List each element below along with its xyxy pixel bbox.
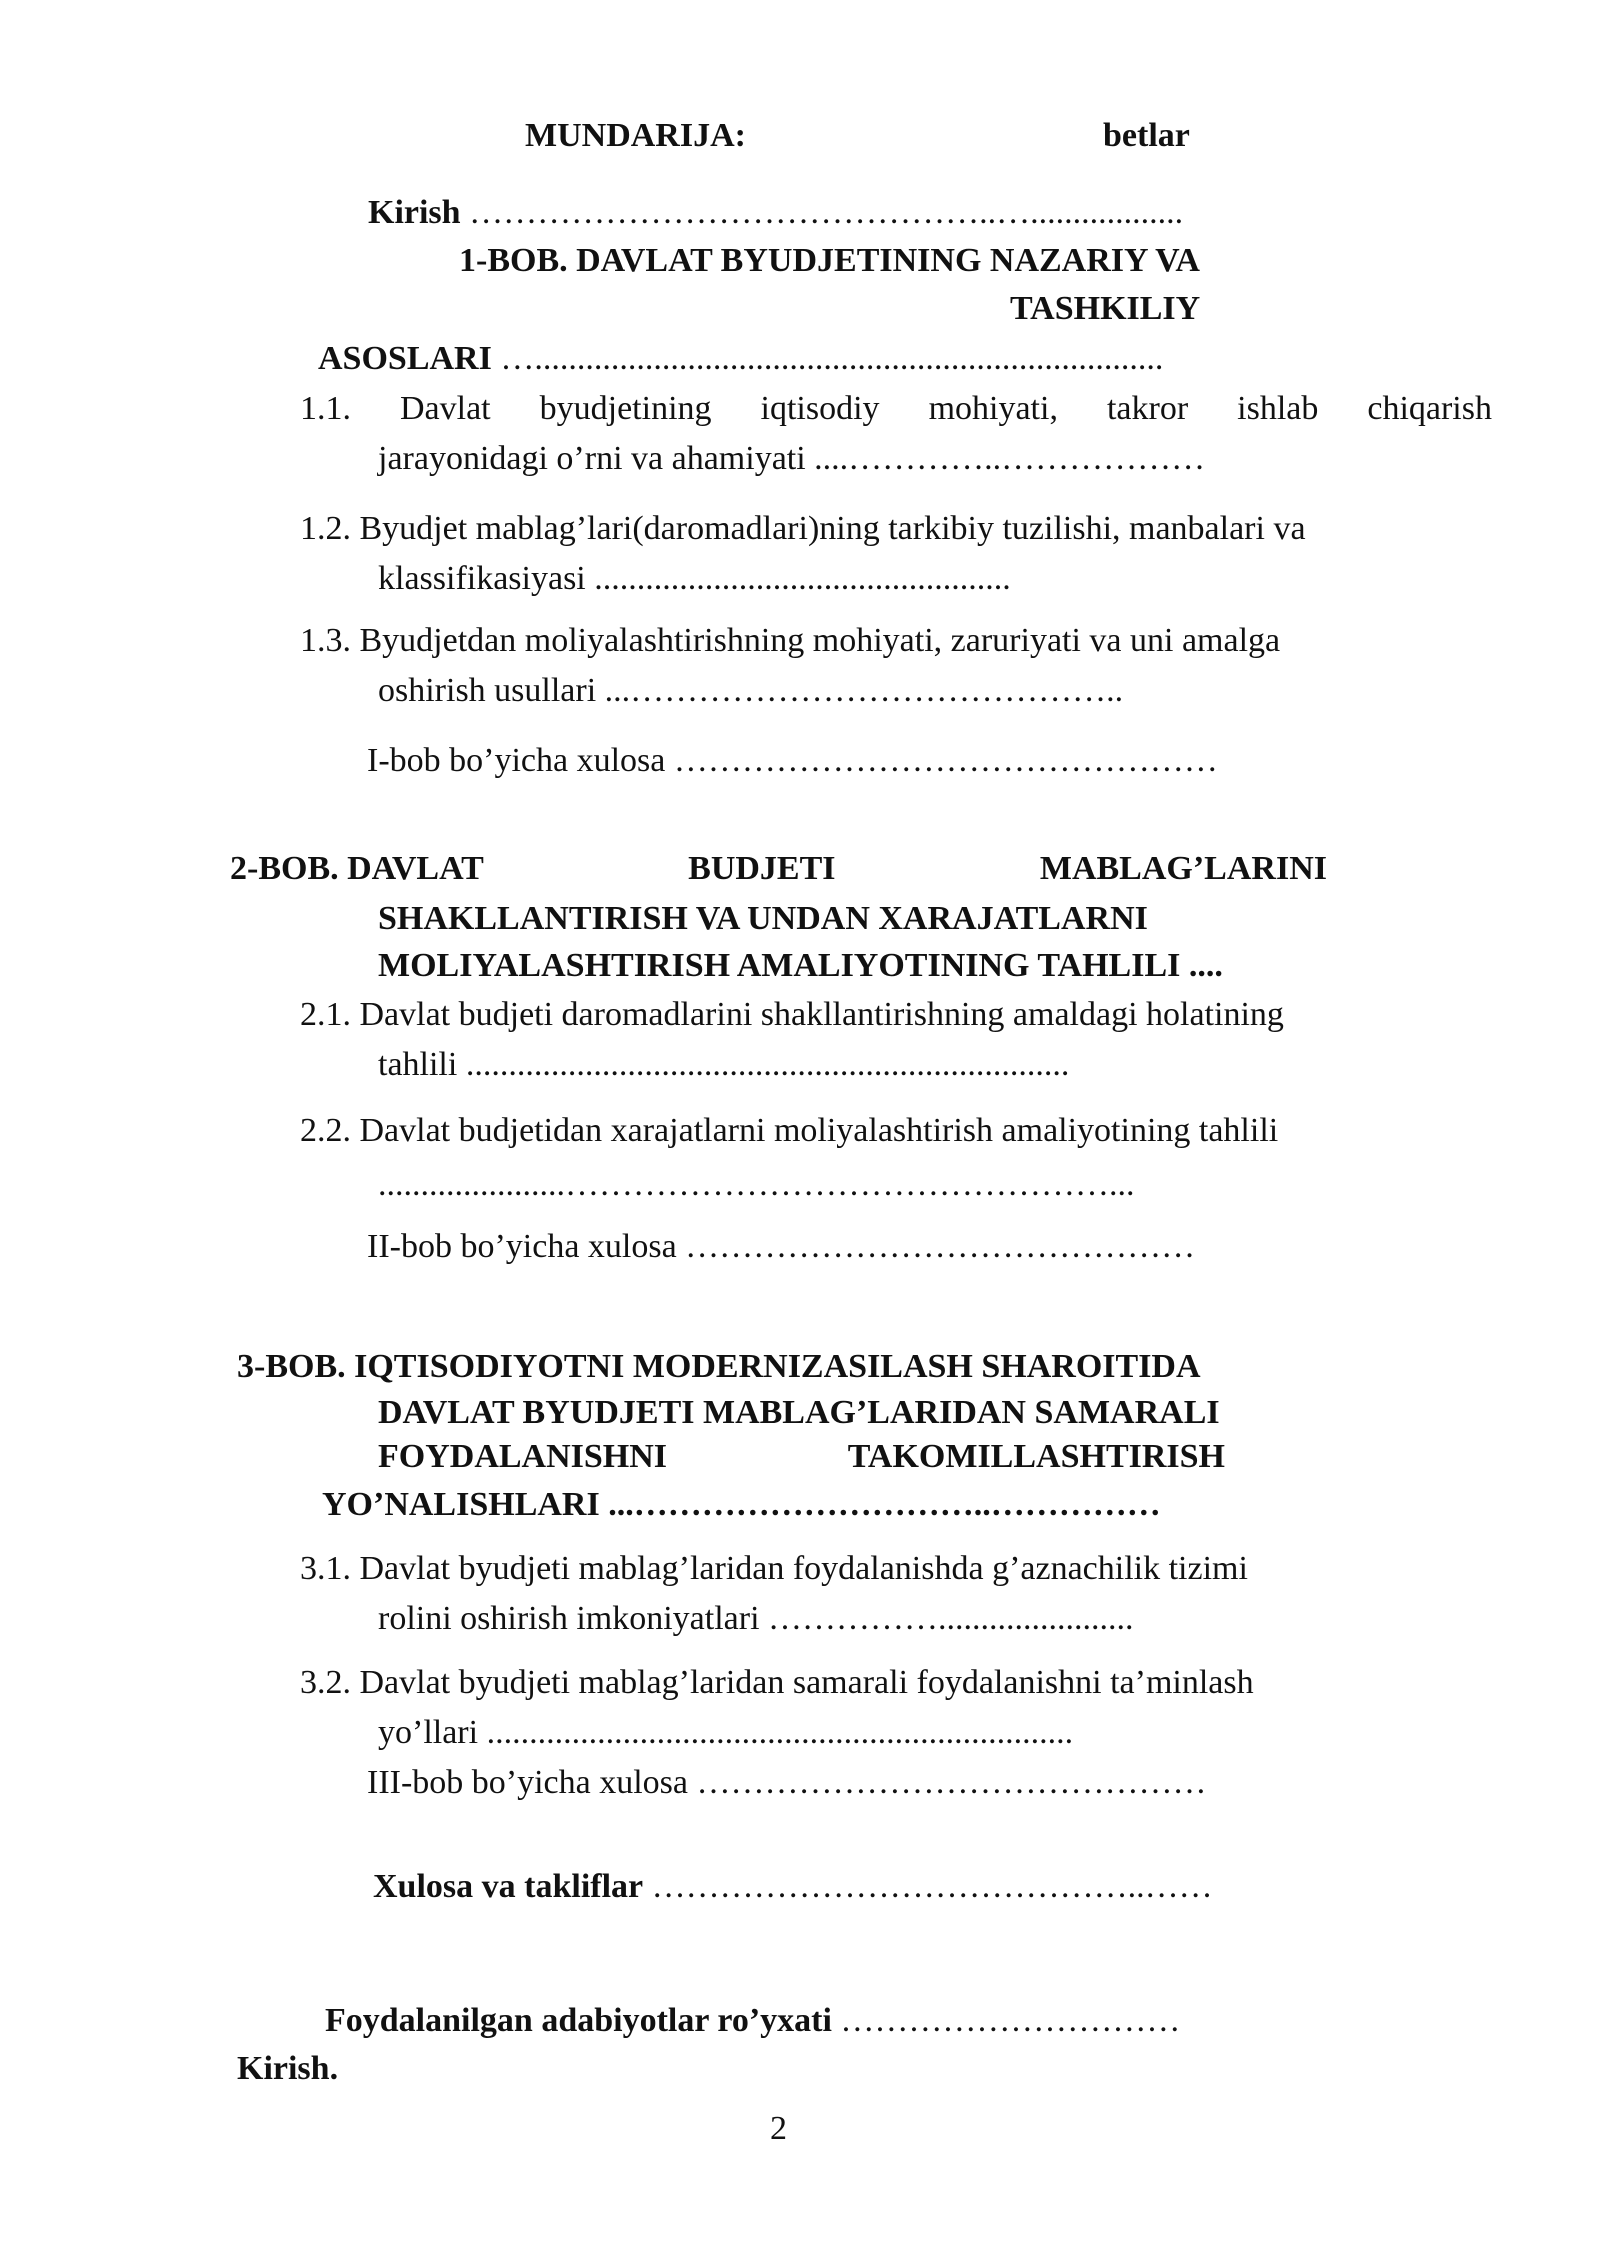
toc-leader-dots: ……………………………………..…… bbox=[651, 1868, 1213, 1905]
toc-entry-1-2-line1[interactable]: 1.2. Byudjet mablag’lari(daromadlari)ning tarkibiy tuzilishi, manbalari va bbox=[300, 510, 1306, 547]
chapter1-title-line1[interactable]: 1-BOB. DAVLAT BYUDJETINING NAZARIY VA bbox=[459, 242, 1200, 279]
toc-leader-dots: ………………………………………..….................. bbox=[469, 194, 1184, 231]
chapter1-title-line3[interactable] bbox=[318, 338, 1163, 380]
chapter1-title-label: ASOSLARI bbox=[318, 340, 492, 377]
toc-word: mohiyati, bbox=[928, 390, 1058, 427]
chapter2-conclusion[interactable]: II-bob bo’yicha xulosa ……………………………………… bbox=[367, 1228, 1196, 1265]
toc-word: iqtisodiy bbox=[760, 390, 880, 427]
toc-entry-3-2-line1[interactable]: 3.2. Davlat byudjeti mablag’laridan samarali foydalanishni ta’minlash bbox=[300, 1664, 1254, 1701]
title-word: FOYDALANISHNI bbox=[378, 1438, 668, 1475]
toc-entry-label: Xulosa va takliflar bbox=[373, 1868, 644, 1905]
toc-entry-2-2-line1[interactable]: 2.2. Davlat budjetidan xarajatlarni moliyalashtirish amaliyotining tahlili bbox=[300, 1112, 1279, 1149]
toc-word: chiqarish bbox=[1367, 390, 1492, 427]
toc-word: takror bbox=[1106, 390, 1189, 427]
toc-word: Davlat bbox=[400, 390, 491, 427]
toc-leader-dots: ………………………… bbox=[840, 2002, 1181, 2039]
toc-entry-references[interactable] bbox=[325, 2000, 1180, 2042]
toc-title: MUNDARIJA: bbox=[525, 117, 746, 154]
toc-entry-2-2-line2: ......................…………………………………………... bbox=[378, 1166, 1135, 1203]
toc-word: ishlab bbox=[1237, 390, 1319, 427]
chapter3-title-line4: YO’NALISHLARI ...…………………………..…………… bbox=[322, 1486, 1161, 1523]
chapter2-title-line2: SHAKLLANTIRISH VA UNDAN XARAJATLARNI bbox=[378, 900, 1148, 937]
title-word: 2-BOB. DAVLAT bbox=[230, 850, 484, 887]
chapter3-title-line3 bbox=[378, 1436, 1225, 1478]
toc-leader-dots: ….......................................................................... bbox=[500, 340, 1164, 377]
toc-entry-1-3-line2: oshirish usullari ...…………………………………….. bbox=[378, 672, 1124, 709]
toc-entry-1-2-line2: klassifikasiyasi ................................................. bbox=[378, 560, 1011, 597]
toc-entry-3-1-line1[interactable]: 3.1. Davlat byudjeti mablag’laridan foydalanishda g’aznachilik tizimi bbox=[300, 1550, 1248, 1587]
pages-column-label: betlar bbox=[1103, 117, 1190, 154]
chapter2-title-line3: MOLIYALASHTIRISH AMALIYOTINING TAHLILI .... bbox=[378, 947, 1223, 984]
title-word: TAKOMILLASHTIRISH bbox=[847, 1438, 1225, 1475]
chapter1-title-line2: TASHKILIY bbox=[1010, 290, 1201, 327]
chapter2-title-line1[interactable] bbox=[230, 848, 1327, 890]
toc-entry-1-1-line2: jarayonidagi o’rni va ahamiyati ....…………..……………… bbox=[378, 440, 1206, 477]
next-section-heading: Kirish. bbox=[237, 2050, 339, 2087]
chapter3-conclusion[interactable]: III-bob bo’yicha xulosa ……………………………………… bbox=[367, 1764, 1207, 1801]
toc-word: byudjetining bbox=[539, 390, 712, 427]
toc-word: 1.1. bbox=[300, 390, 351, 427]
toc-entry-2-1-line2: tahlili ....................................................................... bbox=[378, 1046, 1070, 1083]
toc-entry-label: Kirish bbox=[368, 194, 461, 231]
toc-entry-3-2-line2: yo’llari ..................................................................... bbox=[378, 1714, 1074, 1751]
toc-entry-1-3-line1[interactable]: 1.3. Byudjetdan moliyalashtirishning mohiyati, zaruriyati va uni amalga bbox=[300, 622, 1281, 659]
chapter1-conclusion[interactable]: I-bob bo’yicha xulosa ………………………………………… bbox=[367, 742, 1218, 779]
title-word: BUDJETI bbox=[688, 850, 836, 887]
chapter3-title-line2: DAVLAT BYUDJETI MABLAG’LARIDAN SAMARALI bbox=[378, 1394, 1220, 1431]
page-number: 2 bbox=[770, 2110, 787, 2147]
toc-entry-1-1-line1[interactable] bbox=[300, 388, 1492, 430]
toc-entry-2-1-line1[interactable]: 2.1. Davlat budjeti daromadlarini shakllantirishning amaldagi holatining bbox=[300, 996, 1284, 1033]
toc-entry-label: Foydalanilgan adabiyotlar ro’yxati bbox=[325, 2002, 832, 2039]
chapter3-title-line1[interactable]: 3-BOB. IQTISODIYOTNI MODERNIZASILASH SHAROITIDA bbox=[237, 1348, 1201, 1385]
toc-entry-conclusions[interactable] bbox=[373, 1866, 1213, 1908]
toc-entry-intro[interactable] bbox=[368, 192, 1183, 234]
title-word: MABLAG’LARINI bbox=[1039, 850, 1327, 887]
toc-entry-3-1-line2: rolini oshirish imkoniyatlari ……………....................... bbox=[378, 1600, 1134, 1637]
